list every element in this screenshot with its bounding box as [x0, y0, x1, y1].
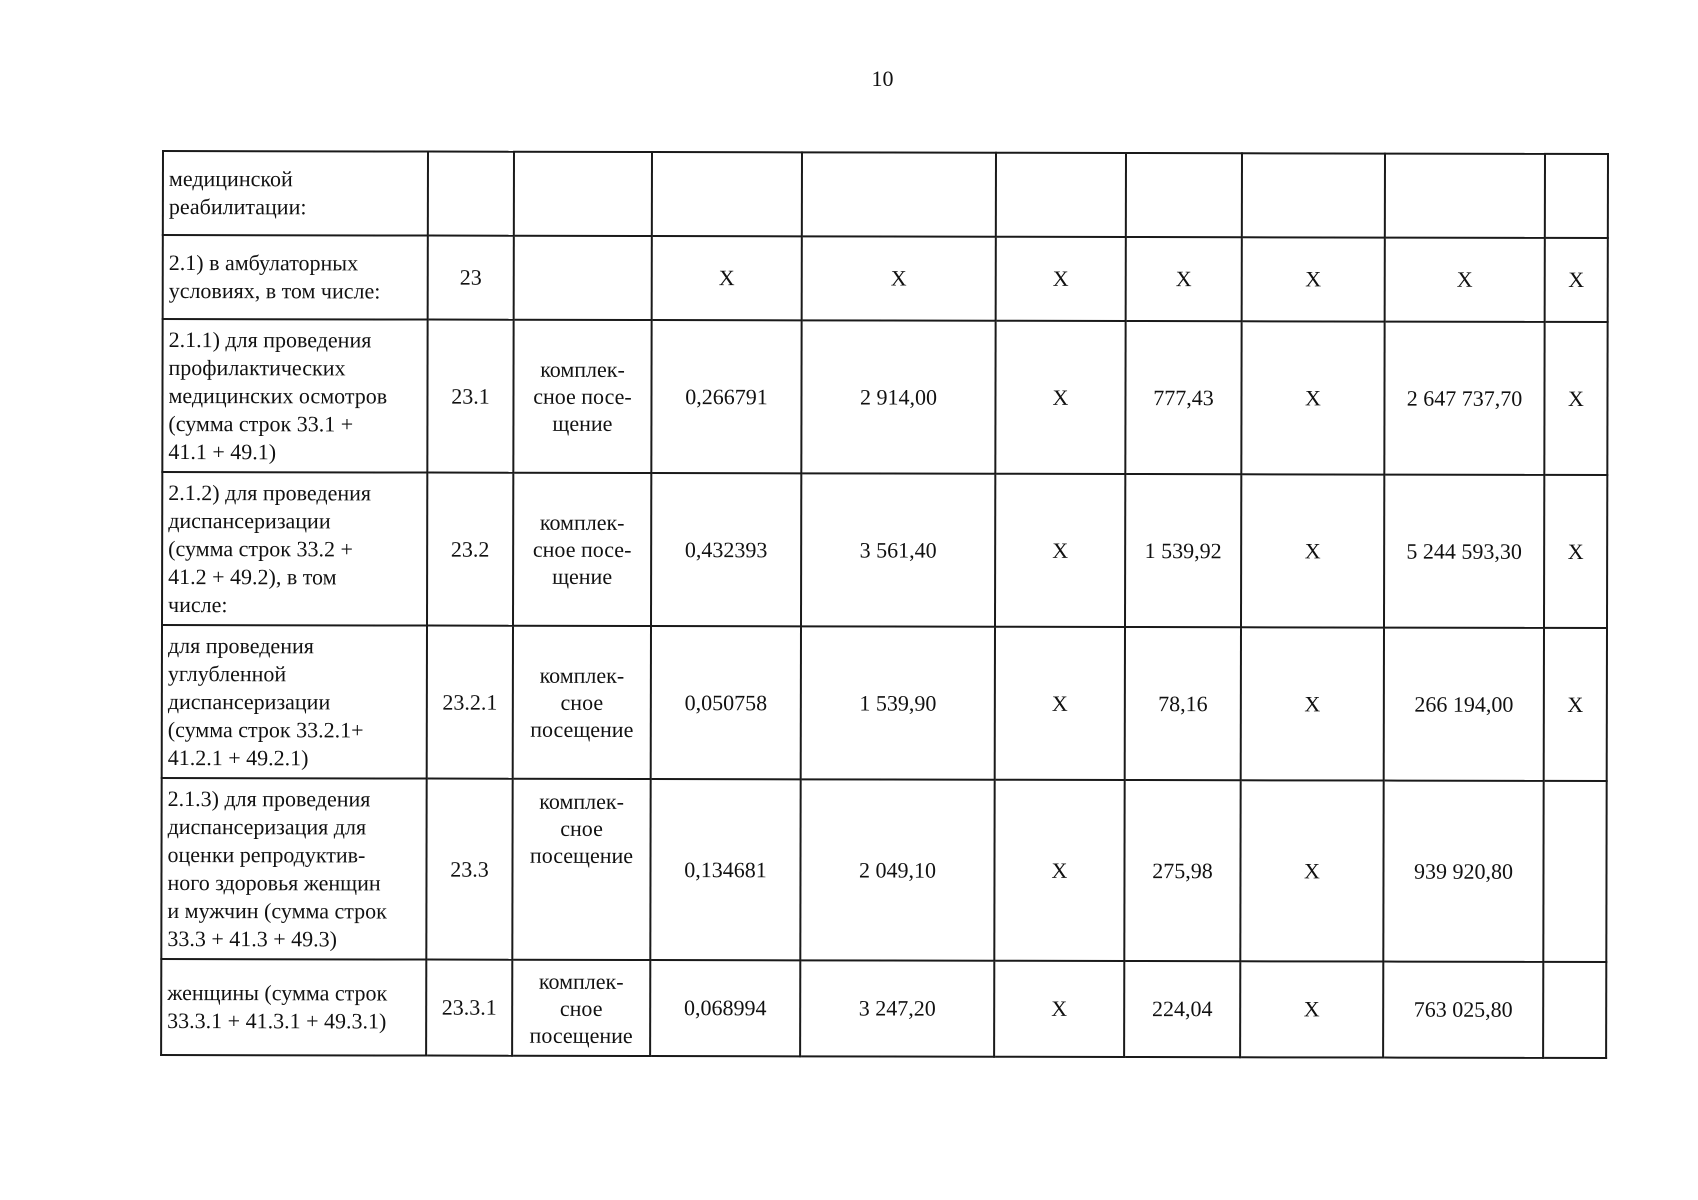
row-value-cell: 1 539,92	[1125, 474, 1241, 627]
row-value-cell: X	[995, 627, 1125, 780]
row-unit-cell: комплек- сное посе- щение	[513, 320, 651, 473]
row-value-cell: 3 247,20	[800, 960, 994, 1056]
row-value-cell: 763 025,80	[1383, 962, 1543, 1058]
row-value-cell	[652, 152, 802, 236]
row-value-cell: 5 244 593,30	[1384, 475, 1544, 628]
row-name-cell: 2.1.2) для проведения диспансеризации (сумма строк 33.2 + 41.2 + 49.2), в том числе:	[162, 472, 427, 626]
page-number: 10	[871, 66, 894, 91]
row-value-cell: X	[994, 780, 1124, 961]
table-row	[162, 472, 1607, 628]
row-name-cell: медицинской реабилитации:	[163, 151, 428, 236]
row-code-cell: 23.2.1	[427, 626, 513, 779]
row-value-cell: 2 914,00	[801, 320, 995, 473]
table-row	[161, 778, 1606, 962]
row-value-cell	[1543, 781, 1606, 962]
row-value-cell: 78,16	[1125, 627, 1241, 780]
row-value-cell: 0,050758	[651, 626, 801, 779]
row-value-cell: 2 049,10	[800, 779, 994, 960]
row-value-cell: X	[1241, 321, 1384, 474]
row-code-cell: 23.3.1	[426, 960, 512, 1056]
row-value-cell: X	[994, 961, 1124, 1057]
row-value-cell	[1385, 154, 1545, 238]
row-value-cell: 2 647 737,70	[1384, 322, 1544, 475]
row-name-cell: 2.1.3) для проведения диспансеризация для оценки репродуктив- ного здоровья женщин и мужчин (сумма строк 33.3 + 41.3 + 49.3)	[161, 778, 426, 960]
row-value-cell: X	[802, 236, 996, 320]
row-value-cell: X	[1544, 628, 1607, 781]
row-value-cell	[802, 152, 996, 236]
row-value-cell: 0,134681	[650, 779, 800, 960]
row-code-cell: 23.3	[426, 779, 512, 960]
row-value-cell: 939 920,80	[1383, 781, 1543, 962]
row-name-cell: 2.1.1) для проведения профилактических медицинских осмотров (сумма строк 33.1 + 41.1 + 49.1)	[162, 319, 427, 473]
row-unit-cell: комплек- сное посещение	[512, 960, 650, 1056]
row-unit-cell: комплек- сное посещение	[512, 779, 650, 960]
table-row	[162, 319, 1607, 475]
row-value-cell: 0,432393	[651, 473, 801, 626]
table-row	[162, 625, 1607, 781]
row-value-cell: X	[1241, 627, 1384, 780]
row-value-cell: X	[1240, 961, 1383, 1057]
row-value-cell: X	[1242, 237, 1385, 321]
row-value-cell: 0,068994	[650, 960, 800, 1056]
row-code-cell: 23	[428, 236, 514, 320]
row-value-cell: X	[1240, 780, 1383, 961]
row-value-cell: X	[1544, 322, 1607, 475]
row-name-cell: для проведения углубленной диспансеризации (сумма строк 33.2.1+ 41.2.1 + 49.2.1)	[162, 625, 427, 779]
row-value-cell	[1543, 962, 1606, 1058]
row-value-cell: 275,98	[1124, 780, 1240, 961]
row-code-cell: 23.1	[427, 320, 513, 473]
tariff-table	[160, 150, 1609, 1059]
row-value-cell: X	[1241, 474, 1384, 627]
row-code-cell: 23.2	[427, 473, 513, 626]
row-unit-cell: комплек- сное посещение	[513, 626, 651, 779]
row-value-cell	[996, 153, 1126, 237]
row-value-cell: X	[652, 236, 802, 320]
row-value-cell: X	[1545, 238, 1608, 322]
row-unit-cell	[514, 152, 652, 236]
row-value-cell: 777,43	[1125, 321, 1241, 474]
row-unit-cell: комплек- сное посе- щение	[513, 473, 651, 626]
row-value-cell: X	[1544, 475, 1607, 628]
table-row	[161, 959, 1606, 1058]
row-value-cell: X	[995, 474, 1125, 627]
table-row	[163, 235, 1608, 322]
row-value-cell: 1 539,90	[801, 626, 995, 779]
table-row	[163, 151, 1608, 238]
row-value-cell	[1545, 154, 1608, 238]
row-value-cell: X	[995, 321, 1125, 474]
row-value-cell	[1126, 153, 1242, 237]
row-value-cell: 224,04	[1124, 961, 1240, 1057]
row-value-cell: 266 194,00	[1384, 628, 1544, 781]
row-name-cell: женщины (сумма строк 33.3.1 + 41.3.1 + 49.3.1)	[161, 959, 426, 1056]
row-value-cell: X	[996, 237, 1126, 321]
row-name-cell: 2.1) в амбулаторных условиях, в том числе:	[163, 235, 428, 320]
row-unit-cell	[514, 236, 652, 320]
row-value-cell: X	[1126, 237, 1242, 321]
row-value-cell: 0,266791	[651, 320, 801, 473]
row-value-cell	[1242, 153, 1385, 237]
row-code-cell	[428, 152, 514, 236]
row-value-cell: X	[1385, 238, 1545, 322]
row-value-cell: 3 561,40	[801, 473, 995, 626]
